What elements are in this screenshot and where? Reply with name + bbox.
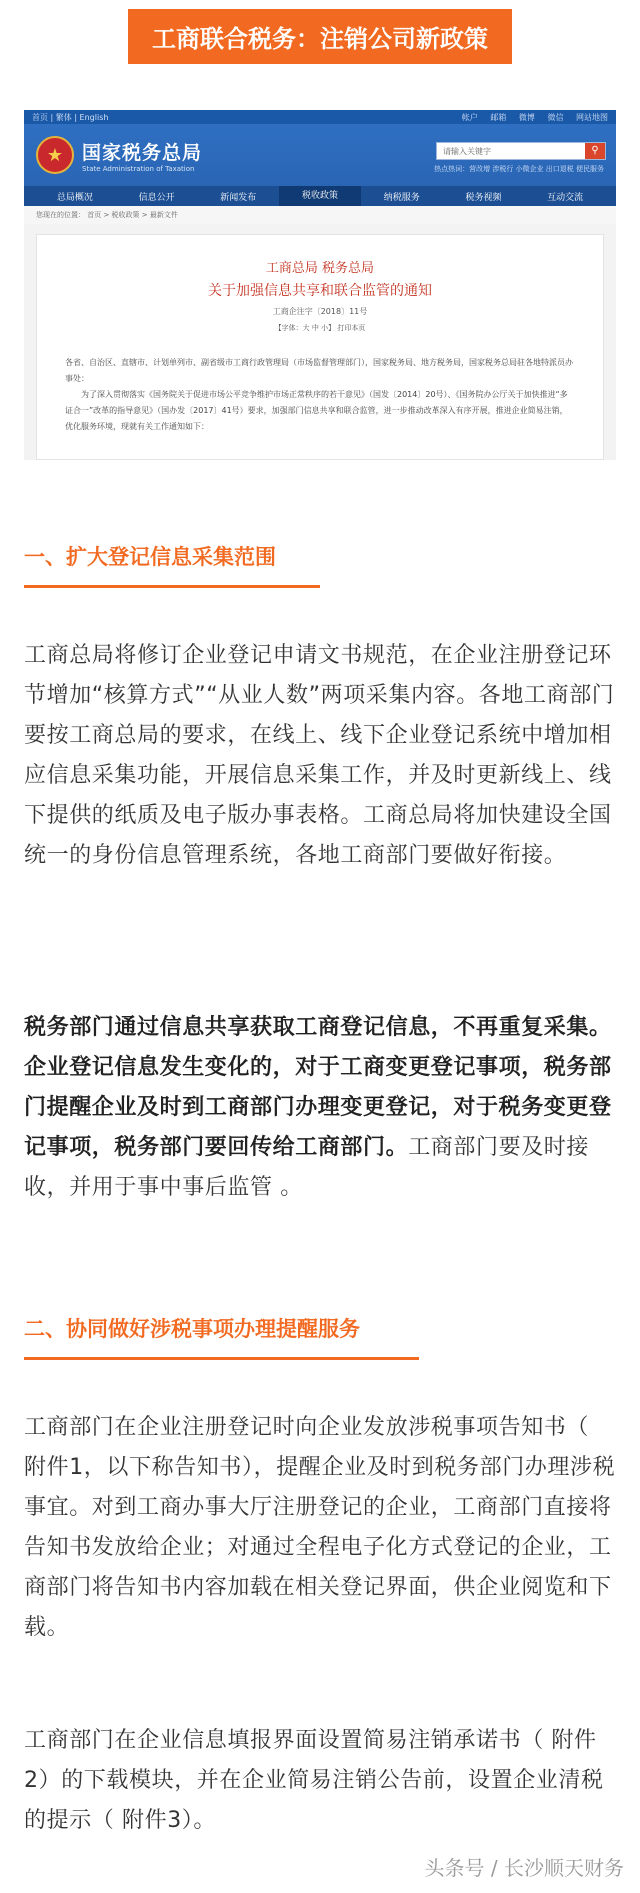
search-icon[interactable]: ⚲ <box>585 143 605 159</box>
document-paper <box>36 234 604 460</box>
site-banner <box>24 124 616 186</box>
section2-paragraph-1: 工商部门在企业注册登记时向企业发放涉税事项告知书（ 附件1，以下称告知书），提醒企业及时到税务部门办理涉税事宜。对到工商办事大厅注册登记的企业，工商部门直接将告知书发放给企业；对通过全程电子化方式登记的企业，工商部门将告知书内容加载在相关登记界面，供企业阅览和下载。 <box>24 1415 616 1640</box>
section2-heading: 二、协同做好涉税事项办理提醒服务 <box>24 1317 360 1341</box>
section2-paragraph-2: 工商部门在企业信息填报界面设置简易注销承诺书（ 附件2）的下载模块，并在企业简易注销公告前，设置企业清税的提示（ 附件3）。 <box>24 1728 604 1833</box>
doc-title: 关于加强信息共享和联合监管的通知 <box>208 283 432 299</box>
site-name: 国家税务总局 <box>82 141 203 164</box>
section1-paragraph-1: 工商总局将修订企业登记申请文书规范，在企业注册登记环节增加“核算方式”“从业人数”两项采集内容。各地工商部门要按工商总局的要求，在线上、线下企业登记系统中增加相应信息采集功能，开展信息采集工作，并及时更新线上、线下提供的纸质及电子版办事表格。工商总局将加快建设全国统一的身份信息管理系统，各地工商部门要做好衔接。 <box>24 643 615 868</box>
site-link-weibo[interactable]: 微博 <box>518 112 535 122</box>
site-link-wechat[interactable]: 微信 <box>547 112 564 122</box>
doc-paragraph: 各省、自治区、直辖市、计划单列市、副省级市工商行政管理局（市场监督管理部门），国家税务局、地方税务局，国家税务总局驻各地特派员办事处： <box>65 358 573 383</box>
doc-font-tools[interactable]: 【字体：大 中 小】 打印本页 <box>274 324 366 332</box>
doc-paragraph: 为了深入贯彻落实《国务院关于促进市场公平竞争维护市场正常秩序的若干意见》（国发〔2014〕20号）、《国务院办公厅关于加快推进“多证合一”改革的指导意见》（国办发〔2017〕41号）要求，加强部门信息共享和联合监管，进一步推动改革深入有序开展，推进企业简易注销，优化服务环境，现就有关工作通知如下： <box>65 390 568 431</box>
nav-item-news[interactable]: 新闻发布 <box>220 192 257 203</box>
article-title: 工商联合税务：注销公司新政策 <box>128 9 512 64</box>
national-emblem-icon: ★ <box>36 136 74 174</box>
nav-item-service[interactable]: 纳税服务 <box>383 192 420 203</box>
breadcrumb: 您现在的位置： 首页 > 税收政策 > 最新文件 <box>24 206 616 224</box>
site-link-account[interactable]: 帐户 <box>461 112 478 122</box>
section1-paragraph-2-bold: 税务部门通过信息共享获取工商登记信息，不再重复采集。企业登记信息发生变化的，对于工商变更登记事项，税务部门提醒企业及时到工商部门办理变更登记，对于税务变更登记事项，税务部门要回传给工商部门。 <box>24 1015 612 1160</box>
section1-heading: 一、扩大登记信息采集范围 <box>24 545 276 569</box>
section1-paragraph-2 <box>24 1008 616 1208</box>
nav-item-policy[interactable]: 税收政策 <box>279 186 361 206</box>
source-watermark: 头条号 / 长沙顺天财务 <box>424 1856 624 1880</box>
site-topbar <box>24 110 616 124</box>
site-top-left-links[interactable]: 首页 | 繁体 | English <box>32 112 109 122</box>
section1-paragraph-2-normal: 工商部门要及时接收，并用于事中事后监管 。 <box>24 1135 590 1200</box>
site-nav <box>24 186 616 206</box>
nav-item-video[interactable]: 税务视频 <box>465 192 502 203</box>
doc-number: 工商企注字〔2018〕11号 <box>272 307 368 316</box>
site-link-mail[interactable]: 邮箱 <box>490 112 507 122</box>
hot-words: 热点热词：营改增 涉税行 小微企业 出口退税 便民服务 <box>434 165 604 173</box>
doc-issuer: 工商总局 税务总局 <box>265 261 375 276</box>
section1-underline <box>24 585 320 588</box>
nav-item-overview[interactable]: 总局概况 <box>56 192 93 203</box>
embedded-screenshot <box>24 110 616 460</box>
section2-underline <box>24 1357 419 1360</box>
doc-body <box>37 333 603 435</box>
site-link-sitemap[interactable]: 网站地图 <box>576 112 608 122</box>
site-name-en: State Administration of Taxation <box>82 164 195 173</box>
nav-item-info[interactable]: 信息公开 <box>138 192 175 203</box>
site-search-input[interactable] <box>436 142 606 160</box>
site-logo-text <box>82 138 202 173</box>
site-top-right-links <box>452 112 608 123</box>
title-area <box>0 0 640 72</box>
site-search-placeholder: 请输入关键字 <box>443 147 491 156</box>
nav-item-interact[interactable]: 互动交流 <box>547 192 584 203</box>
